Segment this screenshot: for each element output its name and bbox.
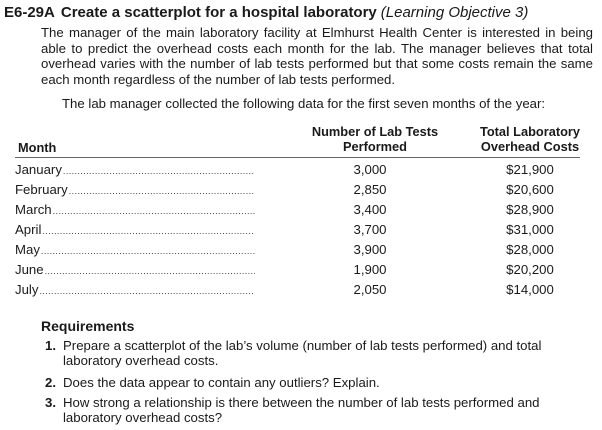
row-tests: 2,850 xyxy=(353,182,387,197)
intro-paragraph: The manager of the main laboratory facility at Elmhurst Health Center is interested in being able to predict the overhead costs each month for the lab. The manager believes that total overhead varies with the number of lab tests performed but that some costs remain the same each month regardless of the number of lab tests performed. xyxy=(41,25,593,87)
header-lab-tests-line2: Performed xyxy=(342,139,407,154)
row-tests: 3,000 xyxy=(353,162,387,177)
row-cost: $20,600 xyxy=(506,182,554,197)
row-month: May ..... xyxy=(15,240,255,261)
header-overhead-costs xyxy=(455,124,602,154)
header-lab-tests xyxy=(285,124,465,154)
row-month: June ..... xyxy=(15,260,255,281)
intro-paragraph-2: The lab manager collected the following data for the first seven months of the year: xyxy=(62,96,546,111)
requirement-number: 1. xyxy=(45,338,56,353)
header-rule xyxy=(15,157,580,158)
row-cost: $20,200 xyxy=(506,262,554,277)
row-month: March ..... xyxy=(15,200,255,221)
requirement-number: 2. xyxy=(45,375,56,390)
learning-objective: (Learning Objective 3) xyxy=(380,4,529,21)
requirement-item xyxy=(45,376,590,391)
requirement-item xyxy=(45,339,590,369)
row-cost: $21,900 xyxy=(506,162,554,177)
row-cost: $31,000 xyxy=(506,222,554,237)
header-lab-tests-line1: Number of Lab Tests xyxy=(311,124,439,139)
table-row xyxy=(15,160,595,179)
row-month: July ..... xyxy=(15,280,255,301)
requirement-text: How strong a relationship is there between the number of lab tests performed and laboratory overhead costs? xyxy=(63,395,540,425)
table-row xyxy=(15,180,595,199)
table-row xyxy=(15,260,595,279)
table-row xyxy=(15,200,595,219)
row-month: February ..... xyxy=(15,180,255,201)
row-tests: 3,900 xyxy=(353,242,387,257)
header-overhead-costs-line1: Total Laboratory xyxy=(479,124,580,139)
table-row xyxy=(15,280,595,299)
row-tests: 2,050 xyxy=(353,282,387,297)
row-cost: $14,000 xyxy=(506,282,554,297)
requirement-text: Does the data appear to contain any outliers? Explain. xyxy=(63,375,380,390)
exercise-number: E6-29A xyxy=(4,4,55,21)
row-cost: $28,900 xyxy=(506,202,554,217)
requirement-number: 3. xyxy=(45,395,56,410)
table-row xyxy=(15,220,595,239)
row-tests: 1,900 xyxy=(353,262,387,277)
requirement-item xyxy=(45,396,590,426)
header-overhead-costs-line2: Overhead Costs xyxy=(480,139,580,154)
row-month: January ..... xyxy=(15,160,255,181)
requirements-heading: Requirements xyxy=(41,318,135,334)
exercise-heading xyxy=(4,4,598,22)
row-cost: $28,000 xyxy=(506,242,554,257)
row-tests: 3,400 xyxy=(353,202,387,217)
header-month: Month xyxy=(18,140,57,155)
row-month: April ..... xyxy=(15,220,255,241)
row-tests: 3,700 xyxy=(353,222,387,237)
requirement-text: Prepare a scatterplot of the lab’s volume (number of lab tests performed) and total laboratory overhead costs. xyxy=(63,338,542,368)
exercise-title: Create a scatterplot for a hospital laboratory xyxy=(60,4,377,21)
table-row xyxy=(15,240,595,259)
